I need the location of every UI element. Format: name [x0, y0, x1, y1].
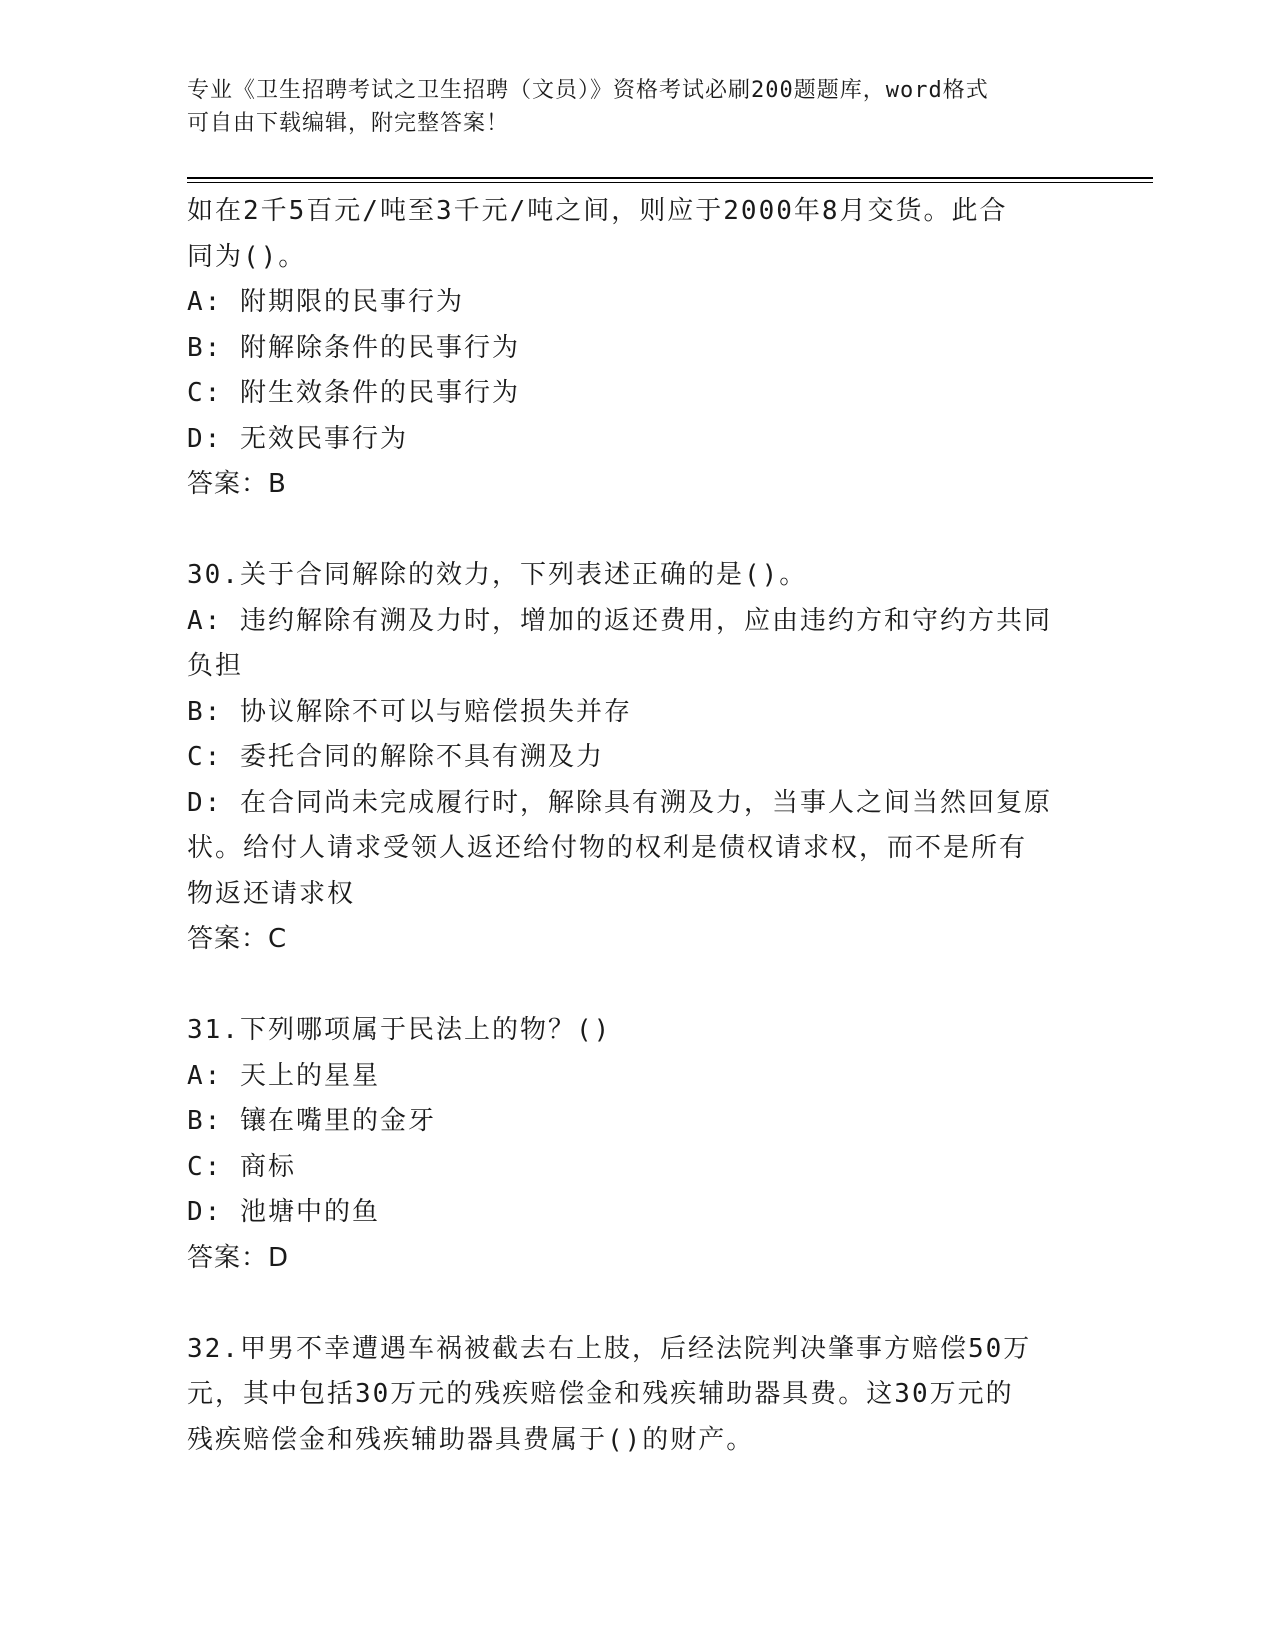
header-title-line-2: 可自由下载编辑，附完整答案！ [187, 111, 510, 136]
option-a: A: 附期限的民事行为 [187, 287, 464, 317]
answer: 答案：B [187, 469, 287, 499]
question-stem: 元，其中包括30万元的残疾赔偿金和残疾辅助器具费。这30万元的 [187, 1379, 1014, 1409]
spacer [187, 963, 1067, 1009]
option-d: D: 在合同尚未完成履行时，解除具有溯及力，当事人之间当然回复原 [187, 787, 1052, 818]
header-divider-thick [187, 177, 1153, 179]
question-stem: 同为()。 [187, 241, 307, 272]
question-stem: 30.关于合同解除的效力，下列表述正确的是()。 [187, 560, 808, 590]
question-stem: 残疾赔偿金和残疾辅助器具费属于()的财产。 [187, 1424, 755, 1455]
option-b: B: 协议解除不可以与赔偿损失并存 [187, 696, 632, 727]
option-a-continued: 负担 [187, 651, 244, 681]
option-c: C: 附生效条件的民事行为 [187, 378, 520, 408]
question-list [187, 189, 1067, 1463]
question-stem: 如在2千5百元/吨至3千元/吨之间，则应于2000年8月交货。此合 [187, 196, 1008, 226]
answer: 答案：C [187, 924, 288, 954]
option-a: A: 违约解除有溯及力时，增加的返还费用，应由违约方和守约方共同 [187, 605, 1052, 636]
question-stem: 31.下列哪项属于民法上的物？() [187, 1015, 612, 1045]
question-stem: 32.甲男不幸遭遇车祸被截去右上肢，后经法院判决肇事方赔偿50万 [187, 1333, 1032, 1364]
option-a: A: 天上的星星 [187, 1060, 380, 1091]
question-31 [187, 1008, 1067, 1281]
option-c: C: 商标 [187, 1151, 296, 1182]
question-29 [187, 189, 1067, 508]
question-32 [187, 1327, 1067, 1464]
option-b: B: 镶在嘴里的金牙 [187, 1106, 436, 1136]
option-d-continued: 状。给付人请求受领人返还给付物的权利是债权请求权，而不是所有 [187, 833, 1028, 863]
document-header [187, 74, 1087, 140]
spacer [187, 1281, 1067, 1327]
answer: 答案：D [187, 1242, 290, 1273]
spacer [187, 508, 1067, 554]
question-30 [187, 553, 1067, 963]
option-d-continued: 物返还请求权 [187, 878, 356, 909]
option-b: B: 附解除条件的民事行为 [187, 332, 520, 363]
option-c: C: 委托合同的解除不具有溯及力 [187, 742, 604, 772]
header-divider-thin [187, 182, 1153, 183]
option-d: D: 池塘中的鱼 [187, 1197, 380, 1227]
option-d: D: 无效民事行为 [187, 423, 408, 454]
header-title-line-1: 专业《卫生招聘考试之卫生招聘（文员）》资格考试必刷200题题库，word格式 [187, 78, 989, 103]
